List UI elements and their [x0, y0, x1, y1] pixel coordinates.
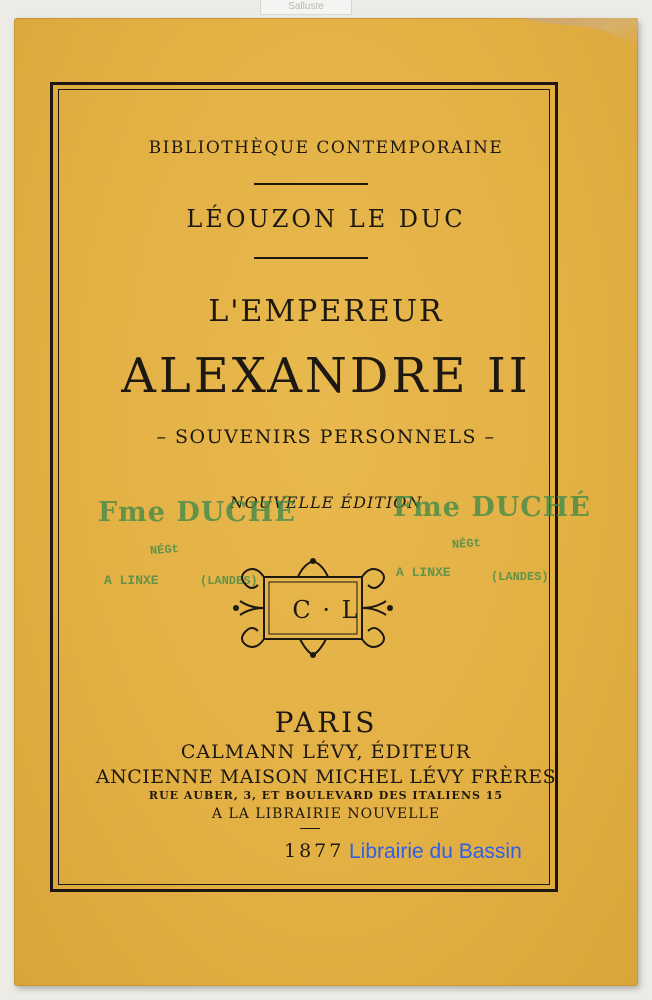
subtitle: – SOUVENIRS PERSONNELS –	[156, 426, 496, 448]
divider-rule	[300, 828, 320, 829]
divider-rule	[254, 183, 368, 185]
dealer-stamp-role: NÉGt	[451, 536, 482, 552]
imprint-address: RUE AUBER, 3, ET BOULEVARD DES ITALIENS 15	[148, 789, 504, 802]
dealer-stamp-name: Fme DUCHÉ	[98, 497, 296, 528]
publication-year: 1877	[284, 840, 345, 862]
title-line-1: L'EMPEREUR	[208, 294, 444, 329]
title-line-2: ALEXANDRE II	[121, 348, 531, 404]
imprint-house: ANCIENNE MAISON MICHEL LÉVY FRÈRES	[95, 766, 557, 788]
imprint-publisher: CALMANN LÉVY, ÉDITEUR	[180, 741, 472, 763]
imprint-bookshop: A LA LIBRAIRIE NOUVELLE	[211, 806, 441, 822]
dealer-stamp-place: A LINXE	[104, 573, 159, 588]
imprint-city: PARIS	[274, 706, 378, 739]
seller-watermark: Librairie du Bassin	[349, 840, 522, 863]
edition-note: NOUVELLE ÉDITION	[229, 493, 423, 512]
divider-rule	[254, 257, 368, 259]
backdrop-label: Salluste	[260, 0, 352, 15]
author-name: LÉOUZON LE DUC	[186, 205, 466, 233]
dealer-stamp-role: NÉGt	[149, 542, 180, 558]
series-title: BIBLIOTHÈQUE CONTEMPORAINE	[148, 138, 504, 158]
publisher-monogram: C · L	[292, 596, 360, 624]
dealer-stamp-place: A LINXE	[396, 565, 451, 580]
dealer-stamp-region: (LANDES)	[491, 570, 549, 584]
dealer-stamp-region: (LANDES)	[200, 574, 258, 588]
dealer-stamp-name: Fme DUCHÉ	[393, 492, 591, 523]
